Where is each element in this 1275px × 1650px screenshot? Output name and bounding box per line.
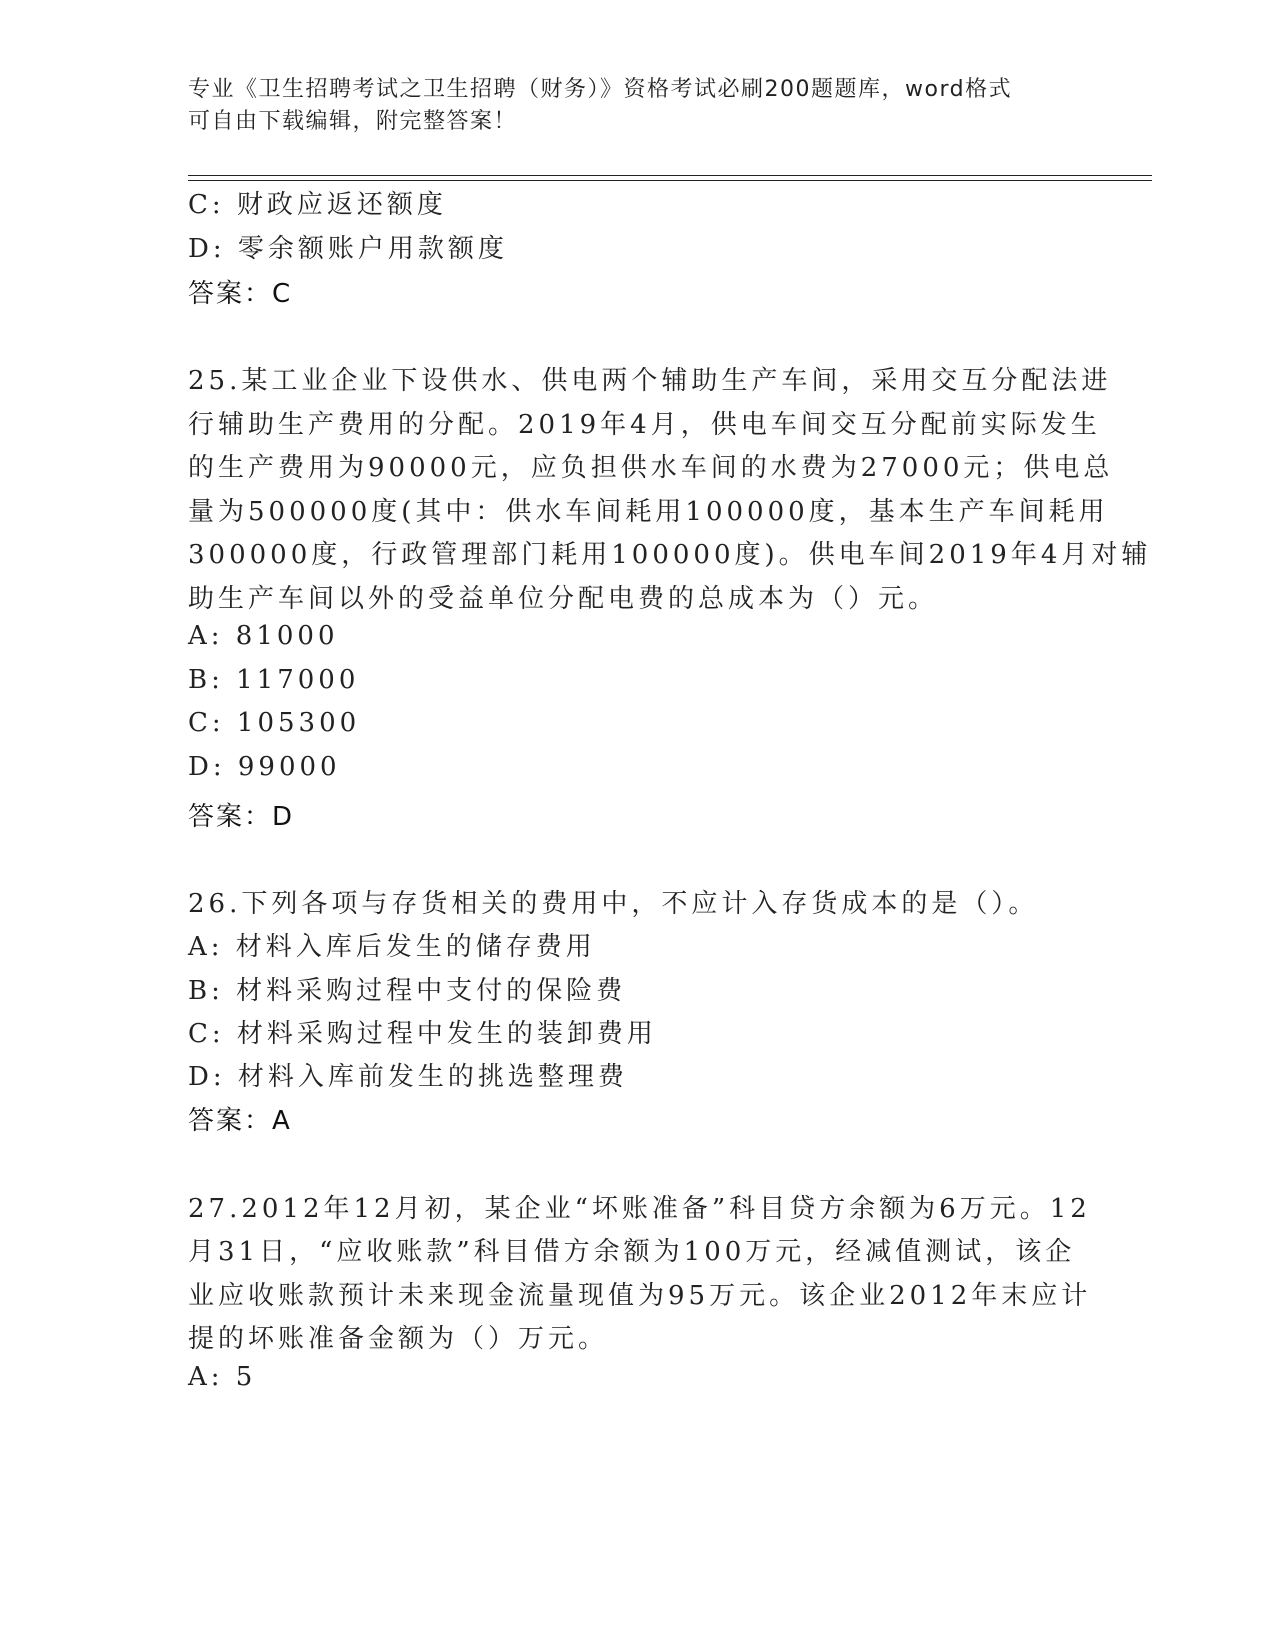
q25-option-b: B: 117000 [188, 665, 360, 695]
q26-answer: 答案：A [188, 1106, 292, 1136]
q26-option-b: B: 材料采购过程中支付的保险费 [188, 976, 627, 1006]
q25-stem-line-5: 300000度，行政管理部门耗用100000度)。供电车间2019年4月对辅 [188, 540, 1152, 570]
q25-stem-line-6: 助生产车间以外的受益单位分配电费的总成本为（）元。 [188, 584, 939, 614]
q25-stem-line-4: 量为500000度(其中：供水车间耗用100000度，基本生产车间耗用 [188, 497, 1109, 527]
q27-stem-line-1: 27.2012年12月初，某企业“坏账准备”科目贷方余额为6万元。12 [188, 1194, 1091, 1224]
q25-option-c: C: 105300 [188, 708, 361, 738]
header-line-1: 专业《卫生招聘考试之卫生招聘（财务）》资格考试必刷200题题库，word格式 [188, 77, 1013, 102]
q27-option-a: A: 5 [188, 1362, 257, 1392]
q25-stem-line-3: 的生产费用为90000元，应负担供水车间的水费为27000元；供电总 [188, 453, 1114, 483]
q24-option-c: C: 财政应返还额度 [188, 190, 447, 220]
q27-stem-line-4: 提的坏账准备金额为（）万元。 [188, 1324, 609, 1354]
q26-option-d: D: 材料入库前发生的挑选整理费 [188, 1062, 628, 1092]
q25-stem-line-2: 行辅助生产费用的分配。2019年4月，供电车间交互分配前实际发生 [188, 410, 1101, 440]
q25-option-d: D: 99000 [188, 752, 341, 782]
q25-stem-line-1: 25.某工业企业下设供水、供电两个辅助生产车间，采用交互分配法进 [188, 366, 1112, 396]
document-header [188, 74, 1068, 138]
q27-stem-line-2: 月31日，“应收账款”科目借方余额为100万元，经减值测试，该企 [188, 1237, 1076, 1267]
q24-answer: 答案：C [188, 279, 293, 309]
q24-option-d: D: 零余额账户用款额度 [188, 234, 508, 264]
q27-stem-line-3: 业应收账款预计未来现金流量现值为95万元。该企业2012年末应计 [188, 1281, 1092, 1311]
q26-stem: 26.下列各项与存货相关的费用中，不应计入存货成本的是（）。 [188, 889, 1039, 919]
q26-option-a: A: 材料入库后发生的储存费用 [188, 932, 596, 962]
q25-answer: 答案：D [188, 802, 295, 832]
header-rule-top [188, 175, 1152, 176]
q25-option-a: A: 81000 [188, 621, 339, 651]
q26-option-c: C: 材料采购过程中发生的装卸费用 [188, 1019, 657, 1049]
header-line-2: 可自由下载编辑，附完整答案！ [188, 109, 518, 134]
header-rule-bottom [188, 180, 1152, 181]
